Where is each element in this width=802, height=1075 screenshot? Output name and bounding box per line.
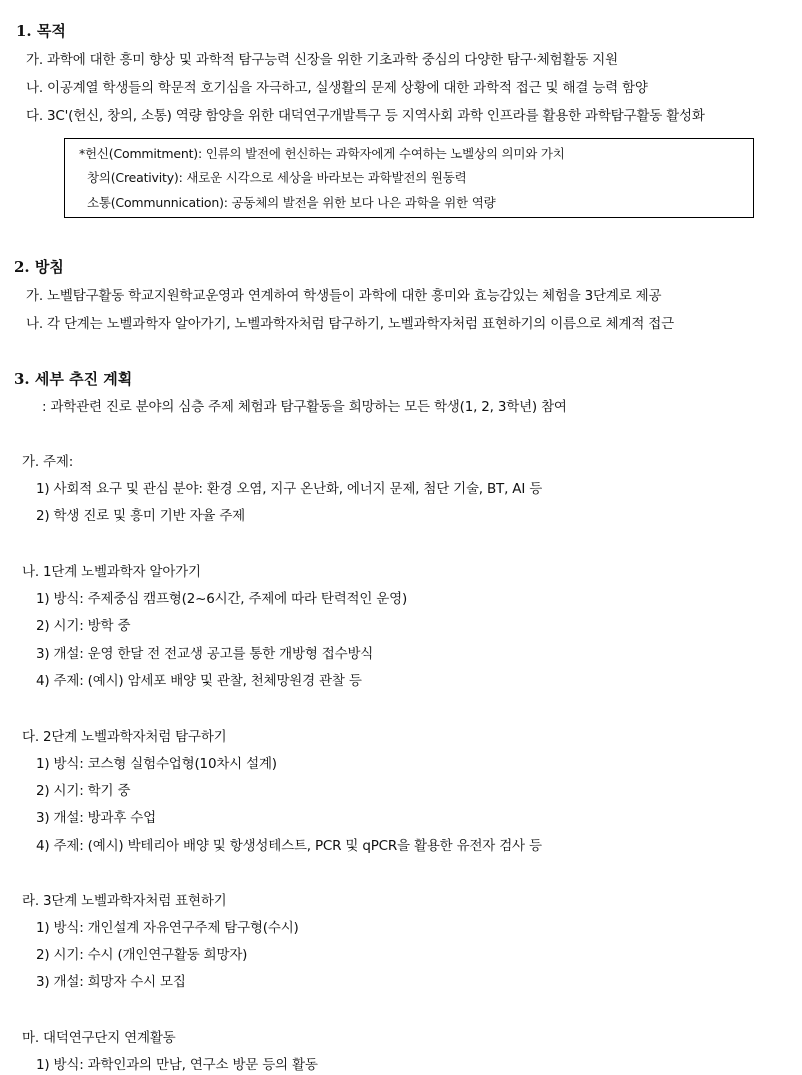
- subsection-title: 다. 2단계 노벨과학자처럼 탐구하기: [22, 729, 227, 745]
- list-item: 2) 학생 진로 및 흥미 기반 자율 주제: [36, 508, 246, 524]
- definition-communication: 소통(Communnication): 공동체의 발전을 위한 보다 나은 과학을 위한 역량: [87, 195, 496, 210]
- subsection-title: 가. 주제:: [22, 454, 74, 470]
- section-1-item: 다. 3C'(헌신, 창의, 소통) 역량 함양을 위한 대덕연구개발특구 등 지역사회 과학 인프라를 활용한 과학탐구활동 활성화: [26, 108, 705, 124]
- section-1-item: 나. 이공계열 학생들의 학문적 호기심을 자극하고, 실생활의 문제 상황에 대한 과학적 접근 및 해결 능력 함양: [26, 80, 648, 96]
- list-item: 3) 개설: 운영 한달 전 전교생 공고를 통한 개방형 접수방식: [36, 646, 374, 662]
- section-1-heading: 1. 목적: [16, 22, 66, 40]
- list-item: 2) 시기: 방학 중: [36, 618, 131, 634]
- list-item: 4) 주제: (예시) 암세포 배양 및 관찰, 천체망원경 관찰 등: [36, 673, 362, 689]
- list-item: 1) 방식: 개인설계 자유연구주제 탐구형(수시): [36, 920, 299, 936]
- subsection-title: 라. 3단계 노벨과학자처럼 표현하기: [22, 893, 227, 909]
- definition-box: [64, 138, 754, 218]
- section-3-intro: : 과학관련 진로 분야의 심층 주제 체험과 탐구활동을 희망하는 모든 학생(1, 2, 3학년) 참여: [42, 399, 567, 415]
- section-3-heading: 3. 세부 추진 계획: [14, 370, 133, 388]
- list-item: 4) 주제: (예시) 박테리아 배양 및 항생성테스트, PCR 및 qPCR을 활용한 유전자 검사 등: [36, 838, 542, 854]
- section-2-heading: 2. 방침: [14, 258, 64, 276]
- list-item: 1) 방식: 과학인과의 만남, 연구소 방문 등의 활동: [36, 1057, 318, 1073]
- definition-commitment: *헌신(Commitment): 인류의 발전에 헌신하는 과학자에게 수여하는 노벨상의 의미와 가치: [79, 146, 565, 161]
- list-item: 2) 시기: 수시 (개인연구활동 희망자): [36, 947, 248, 963]
- subsection-title: 마. 대덕연구단지 연계활동: [22, 1030, 176, 1046]
- list-item: 1) 방식: 코스형 실험수업형(10차시 설계): [36, 756, 277, 772]
- list-item: 3) 개설: 방과후 수업: [36, 810, 156, 826]
- section-2-item: 가. 노벨탐구활동 학교지원학교운영과 연계하여 학생들이 과학에 대한 흥미와 효능감있는 체험을 3단계로 제공: [26, 288, 662, 304]
- subsection-title: 나. 1단계 노벨과학자 알아가기: [22, 564, 201, 580]
- list-item: 3) 개설: 희망자 수시 모집: [36, 974, 186, 990]
- list-item: 1) 사회적 요구 및 관심 분야: 환경 오염, 지구 온난화, 에너지 문제, 첨단 기술, BT, AI 등: [36, 481, 543, 497]
- section-2-item: 나. 각 단계는 노벨과학자 알아가기, 노벨과학자처럼 탐구하기, 노벨과학자처럼 표현하기의 이름으로 체계적 접근: [26, 316, 674, 332]
- list-item: 1) 방식: 주제중심 캠프형(2~6시간, 주제에 따라 탄력적인 운영): [36, 591, 408, 607]
- list-item: 2) 시기: 학기 중: [36, 783, 131, 799]
- section-1-item: 가. 과학에 대한 흥미 향상 및 과학적 탐구능력 신장을 위한 기초과학 중심의 다양한 탐구·체험활동 지원: [26, 52, 618, 68]
- definition-creativity: 창의(Creativity): 새로운 시각으로 세상을 바라보는 과학발전의 원동력: [87, 170, 467, 185]
